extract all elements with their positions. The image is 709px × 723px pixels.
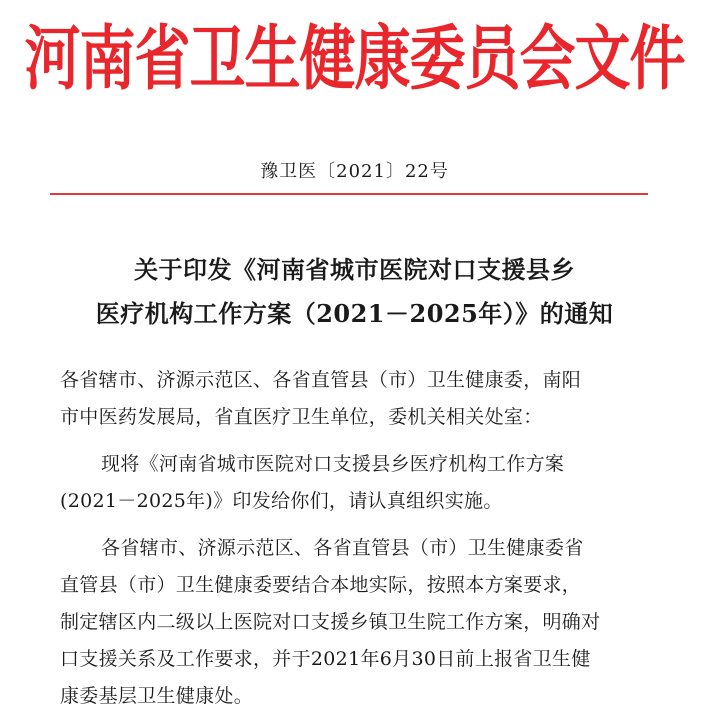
paragraph-2-line-2: 直管县（市）卫生健康委要结合本地实际，按照本方案要求， — [60, 574, 582, 596]
paragraph-2-line-5: 康委基层卫生健康处。 — [60, 685, 254, 707]
paragraph-2-line-3: 制定辖区内二级以上医院对口支援乡镇卫生院工作方案，明确对 — [60, 611, 601, 633]
paragraph-1-line-2: (2021－2025年)》印发给你们，请认真组织实施。 — [60, 490, 503, 512]
paragraph-1-line-1: 现将《河南省城市医院对口支援县乡医疗机构工作方案 — [101, 453, 565, 475]
recipients-line-1: 各省辖市、济源示范区、各省直管县（市）卫生健康委，南阳 — [60, 369, 582, 391]
red-divider-line — [50, 193, 648, 195]
paragraph-2-line-1: 各省辖市、济源示范区、各省直管县（市）卫生健康委省 — [101, 537, 584, 559]
recipients-line-2: 市中医药发展局，省直医疗卫生单位，委机关相关处室： — [60, 406, 543, 428]
notice-title-line-1: 关于印发《河南省城市医院对口支援县乡 — [134, 255, 575, 284]
notice-title-line-2: 医疗机构工作方案（2021－2025年）》的通知 — [95, 299, 614, 328]
document-number: 豫卫医〔2021〕22号 — [260, 161, 449, 182]
masthead-title: 河南省卫生健康委员会文件 — [24, 18, 685, 100]
paragraph-2-line-4: 口支援关系及工作要求，并于2021年6月30日前上报省卫生健 — [60, 648, 591, 670]
